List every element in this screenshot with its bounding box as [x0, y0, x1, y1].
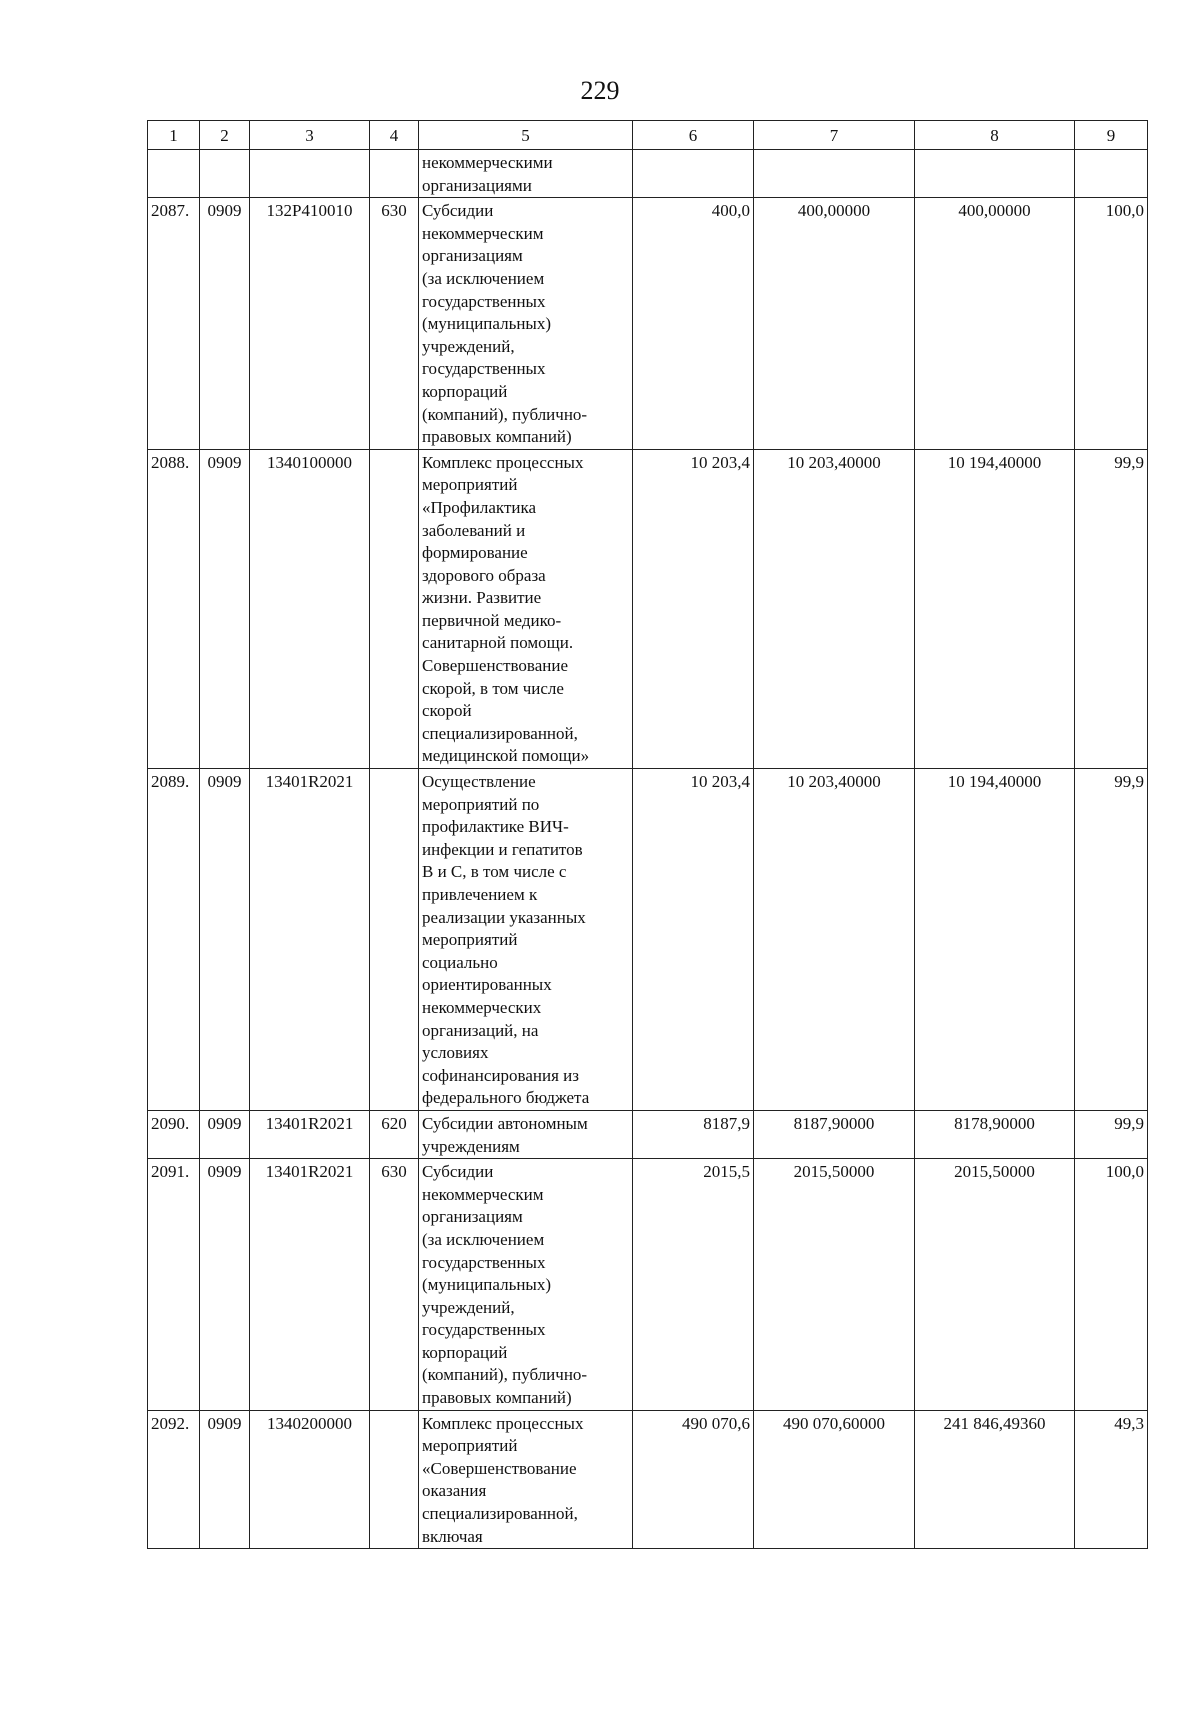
table-header — [148, 121, 1148, 150]
table-body — [148, 150, 1148, 1549]
item-name-cell — [419, 769, 633, 1111]
section-code-cell: 0909 — [200, 198, 250, 450]
row-number-cell: 2088. — [148, 449, 200, 768]
table-row — [148, 1159, 1148, 1411]
item-name-line: государственных — [422, 291, 546, 311]
column-header-6: 6 — [633, 121, 754, 150]
target-code-cell: 1340200000 — [250, 1410, 370, 1549]
item-name-line: «Профилактика — [422, 497, 537, 517]
plan-amount-cell — [633, 150, 754, 198]
plan-amount-cell: 10 203,4 — [633, 769, 754, 1111]
item-name-line: специализированной, — [422, 1504, 578, 1524]
section-code-cell: 0909 — [200, 1159, 250, 1411]
table-row — [148, 769, 1148, 1111]
item-name-line: первичной медико- — [422, 610, 562, 630]
column-header-1: 1 — [148, 121, 200, 150]
item-name-line: условиях — [422, 1043, 489, 1063]
item-name-line: В и С, в том числе с — [422, 862, 567, 882]
plan-amount-cell: 490 070,6 — [633, 1410, 754, 1549]
table-row — [148, 198, 1148, 450]
row-number-cell: 2087. — [148, 198, 200, 450]
column-header-7: 7 — [754, 121, 915, 150]
row-number-cell: 2091. — [148, 1159, 200, 1411]
item-name-line: оказания — [422, 1481, 487, 1501]
expense-type-cell — [370, 150, 419, 198]
column-header-4: 4 — [370, 121, 419, 150]
item-name-line: специализированной, — [422, 723, 578, 743]
item-name-line: заболеваний и — [422, 520, 526, 540]
item-name-line: профилактике ВИЧ- — [422, 817, 569, 837]
row-number-cell: 2092. — [148, 1410, 200, 1549]
column-header-2: 2 — [200, 121, 250, 150]
execution-percent-cell — [1075, 150, 1148, 198]
table-row — [148, 449, 1148, 768]
target-code-cell: 132P410010 — [250, 198, 370, 450]
item-name-line: (за исключением — [422, 1229, 545, 1249]
item-name-line: некоммерческих — [422, 997, 542, 1017]
expense-type-cell — [370, 449, 419, 768]
item-name-line: привлечением к — [422, 885, 538, 904]
refined-amount-cell — [754, 150, 915, 198]
item-name-line: мероприятий — [422, 475, 518, 495]
column-header-9: 9 — [1075, 121, 1148, 150]
item-name-line: (муниципальных) — [422, 314, 552, 334]
item-name-line: правовых компаний) — [422, 1388, 572, 1408]
executed-amount-cell: 400,00000 — [915, 198, 1075, 450]
item-name-line: (за исключением — [422, 268, 545, 288]
item-name-line: санитарной помощи. — [422, 633, 574, 653]
item-name-line: государственных — [422, 1320, 546, 1340]
item-name-line: учреждениям — [422, 1136, 520, 1156]
row-number-cell: 2089. — [148, 769, 200, 1111]
item-name-line: некоммерческими — [422, 153, 553, 172]
item-name-line: Субсидии автономным — [422, 1113, 588, 1133]
item-name-line: мероприятий — [422, 1436, 518, 1456]
item-name-line: некоммерческим — [422, 1184, 544, 1204]
executed-amount-cell: 8178,90000 — [915, 1110, 1075, 1158]
item-name-line: (компаний), публично- — [422, 404, 588, 424]
page-number: 229 — [580, 76, 620, 105]
refined-amount-cell: 400,00000 — [754, 198, 915, 450]
executed-amount-cell: 10 194,40000 — [915, 769, 1075, 1111]
item-name-line: включая — [422, 1526, 483, 1546]
expense-type-cell — [370, 1410, 419, 1549]
target-code-cell: 1340100000 — [250, 449, 370, 768]
item-name-line: медицинской помощи» — [422, 746, 590, 766]
section-code-cell: 0909 — [200, 449, 250, 768]
item-name-cell — [419, 449, 633, 768]
item-name-line: федерального бюджета — [422, 1088, 590, 1108]
execution-percent-cell: 100,0 — [1075, 198, 1148, 450]
refined-amount-cell: 2015,50000 — [754, 1159, 915, 1411]
table-row — [148, 1410, 1148, 1549]
item-name-line: ориентированных — [422, 975, 552, 995]
column-header-3: 3 — [250, 121, 370, 150]
item-name-line: Комплекс процессных — [422, 1413, 584, 1433]
row-number-cell — [148, 150, 200, 198]
item-name-line: Совершенствование — [422, 656, 569, 676]
target-code-cell: 13401R2021 — [250, 769, 370, 1111]
header-row — [148, 121, 1148, 150]
item-name-line: мероприятий — [422, 930, 518, 950]
refined-amount-cell: 10 203,40000 — [754, 449, 915, 768]
section-code-cell: 0909 — [200, 1110, 250, 1158]
section-code-cell — [200, 150, 250, 198]
expense-type-cell: 630 — [370, 198, 419, 450]
target-code-cell: 13401R2021 — [250, 1110, 370, 1158]
item-name-cell — [419, 1159, 633, 1411]
item-name-line: Субсидии — [422, 201, 494, 221]
section-code-cell: 0909 — [200, 769, 250, 1111]
item-name-cell — [419, 1110, 633, 1158]
target-code-cell: 13401R2021 — [250, 1159, 370, 1411]
item-name-line: учреждений, — [422, 336, 515, 356]
item-name-line: правовых компаний) — [422, 427, 572, 447]
executed-amount-cell: 241 846,49360 — [915, 1410, 1075, 1549]
item-name-line: формирование — [422, 543, 528, 563]
execution-percent-cell: 99,9 — [1075, 1110, 1148, 1158]
item-name-line: здорового образа — [422, 565, 546, 585]
item-name-line: социально — [422, 952, 498, 972]
item-name-cell — [419, 150, 633, 198]
plan-amount-cell: 8187,9 — [633, 1110, 754, 1158]
item-name-cell — [419, 198, 633, 450]
item-name-line: софинансирования из — [422, 1065, 579, 1085]
column-header-5: 5 — [419, 121, 633, 150]
refined-amount-cell: 490 070,60000 — [754, 1410, 915, 1549]
item-name-line: организациями — [422, 175, 532, 195]
item-name-line: жизни. Развитие — [422, 588, 542, 608]
item-name-line: корпораций — [422, 1342, 508, 1362]
item-name-line: Субсидии — [422, 1162, 494, 1182]
table-row — [148, 1110, 1148, 1158]
section-code-cell: 0909 — [200, 1410, 250, 1549]
item-name-line: организаций, на — [422, 1020, 539, 1040]
refined-amount-cell: 8187,90000 — [754, 1110, 915, 1158]
item-name-line: Осуществление — [422, 772, 536, 792]
item-name-line: государственных — [422, 359, 546, 379]
item-name-line: Комплекс процессных — [422, 452, 584, 472]
plan-amount-cell: 2015,5 — [633, 1159, 754, 1411]
expense-type-cell: 620 — [370, 1110, 419, 1158]
item-name-line: организациям — [422, 1207, 523, 1227]
budget-table — [147, 120, 1148, 1549]
executed-amount-cell: 10 194,40000 — [915, 449, 1075, 768]
item-name-line: корпораций — [422, 381, 508, 401]
execution-percent-cell: 99,9 — [1075, 769, 1148, 1111]
item-name-line: государственных — [422, 1252, 546, 1272]
item-name-line: «Совершенствование — [422, 1458, 577, 1478]
item-name-line: некоммерческим — [422, 223, 544, 243]
item-name-line: (муниципальных) — [422, 1275, 552, 1295]
plan-amount-cell: 10 203,4 — [633, 449, 754, 768]
executed-amount-cell — [915, 150, 1075, 198]
table-row — [148, 150, 1148, 198]
item-name-line: скорой — [422, 701, 472, 721]
row-number-cell: 2090. — [148, 1110, 200, 1158]
item-name-line: (компаний), публично- — [422, 1365, 588, 1385]
expense-type-cell — [370, 769, 419, 1111]
item-name-line: учреждений, — [422, 1297, 515, 1317]
column-header-8: 8 — [915, 121, 1075, 150]
item-name-cell — [419, 1410, 633, 1549]
target-code-cell — [250, 150, 370, 198]
refined-amount-cell: 10 203,40000 — [754, 769, 915, 1111]
item-name-line: инфекции и гепатитов — [422, 839, 583, 859]
execution-percent-cell: 99,9 — [1075, 449, 1148, 768]
item-name-line: организациям — [422, 246, 523, 266]
plan-amount-cell: 400,0 — [633, 198, 754, 450]
executed-amount-cell: 2015,50000 — [915, 1159, 1075, 1411]
execution-percent-cell: 49,3 — [1075, 1410, 1148, 1549]
item-name-line: реализации указанных — [422, 907, 586, 927]
item-name-line: скорой, в том числе — [422, 678, 564, 698]
expense-type-cell: 630 — [370, 1159, 419, 1411]
item-name-line: мероприятий по — [422, 794, 540, 814]
execution-percent-cell: 100,0 — [1075, 1159, 1148, 1411]
